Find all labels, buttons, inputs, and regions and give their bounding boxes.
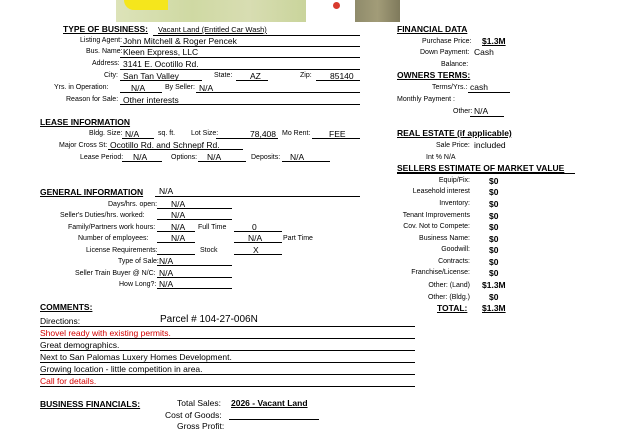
estimate-total-value: $1.3M [482, 303, 506, 313]
address-label: Address: [92, 60, 120, 67]
full-time-value: 0 [252, 222, 257, 232]
sale-price-value: included [474, 140, 506, 150]
divider [157, 219, 232, 220]
state-label: State: [214, 72, 233, 79]
estimate-row-label: Contracts: [438, 258, 470, 265]
full-time-label: Full Time [198, 224, 227, 231]
owners-other-value: N/A [474, 106, 489, 116]
major-cross-label: Major Cross St: [59, 142, 108, 149]
estimate-row-label: Other: (Bldg.) [427, 294, 470, 301]
divider [198, 161, 246, 162]
city-value: San Tan Valley [123, 71, 179, 81]
stock-label: Stock [200, 247, 218, 254]
divider [282, 161, 330, 162]
estimate-row-label: Business Name: [419, 235, 470, 242]
city-label: City: [104, 72, 118, 79]
divider [312, 138, 360, 139]
financial-data-title: FINANCIAL DATA [397, 24, 468, 34]
divider [120, 80, 202, 81]
estimate-row-value: $0 [489, 245, 499, 255]
map-highlight-overlay [124, 0, 168, 10]
seller-train-value: N/A [159, 268, 174, 278]
real-estate-title: REAL ESTATE (if applicable) [397, 128, 512, 138]
terms-years-label: Terms/Yrs.: [432, 84, 468, 91]
divider [40, 362, 415, 363]
seller-train-label: Seller Train Buyer @ N/C: [75, 270, 156, 277]
down-payment-label: Down Payment: [420, 49, 470, 56]
terms-years-value: cash [470, 82, 488, 92]
estimate-row-value: $0 [489, 234, 499, 244]
comment-line: Next to San Palomas Luxery Homes Development. [40, 352, 232, 362]
major-cross-value: Ocotillo Rd. and Schnepf Rd. [110, 140, 220, 150]
listing-agent-label: Listing Agent: [80, 37, 123, 44]
type-of-business-label: TYPE OF BUSINESS: [63, 24, 149, 34]
divider [229, 419, 319, 420]
family-partners-label: Family/Partners work hours: [68, 224, 156, 231]
how-long-label: How Long?: [119, 281, 157, 288]
years-operation-value: N/A [131, 83, 146, 93]
mo-rent-label: Mo Rent: [282, 130, 311, 137]
estimate-row-value: $0 [489, 222, 499, 232]
bldg-size-value: N/A [125, 129, 140, 139]
bus-name-label: Bus. Name: [86, 48, 123, 55]
estimate-row-label: Franchise/License: [411, 269, 470, 276]
estimate-row-label: Tenant Improvements [402, 212, 470, 219]
estimate-row-value: $0 [489, 268, 499, 278]
state-value: AZ [250, 71, 261, 81]
divider [234, 254, 282, 255]
part-time-label: Part Time [283, 235, 313, 242]
address-value: 3141 E. Ocotillo Rd. [123, 59, 199, 69]
seller-duties-label: Seller's Duties/hrs. worked: [60, 212, 145, 219]
years-operation-label: Yrs. in Operation: [54, 84, 109, 91]
deposits-value: N/A [290, 152, 305, 162]
days-open-value: N/A [171, 199, 186, 209]
balance-label: Balance: [441, 61, 469, 68]
estimate-row-value: $0 [489, 211, 499, 221]
purchase-price-label: Purchase Price: [422, 38, 472, 45]
total-sales-label: Total Sales: [177, 398, 221, 408]
divider [157, 231, 195, 232]
divider [40, 386, 415, 387]
comment-line: Call for details. [40, 376, 97, 386]
divider [470, 116, 504, 117]
number-employees-label: Number of employees: [78, 235, 149, 242]
type-of-business-value: Vacant Land (Entitled Car Wash) [158, 25, 267, 34]
total-sales-value: 2026 - Vacant Land [231, 398, 308, 408]
lot-size-label: Lot Size: [191, 130, 219, 137]
purchase-price-value: $1.3M [482, 36, 506, 46]
estimate-row-value: $0 [489, 176, 499, 186]
seller-duties-value: N/A [171, 210, 186, 220]
sellers-estimate-title: SELLERS ESTIMATE OF MARKET VALUE [397, 163, 565, 173]
divider [155, 196, 360, 197]
comment-line: Great demographics. [40, 340, 120, 350]
monthly-payment-label: Monthly Payment : [397, 96, 455, 103]
license-requirements-label: License Requirements: [86, 247, 158, 254]
interest-label: Int % N/A [426, 154, 456, 161]
divider [108, 149, 243, 150]
lease-information-title: LEASE INFORMATION [40, 117, 131, 127]
days-open-label: Days/hrs. open: [108, 201, 158, 208]
business-financials-title: BUSINESS FINANCIALS: [40, 399, 141, 409]
divider [40, 350, 415, 351]
divider [40, 326, 415, 327]
divider [157, 265, 232, 266]
estimate-row-label: Other: (Land) [428, 282, 470, 289]
part-time-value: N/A [248, 233, 263, 243]
divider [120, 69, 360, 70]
divider [120, 57, 360, 58]
sale-price-label: Sale Price: [436, 142, 470, 149]
divider [122, 138, 154, 139]
estimate-row-label: Cov. Not to Compete: [403, 223, 470, 230]
divider [40, 374, 415, 375]
divider [120, 92, 162, 93]
estimate-total-label: TOTAL: [437, 303, 468, 313]
how-long-value: N/A [159, 279, 174, 289]
estimate-row-value: $0 [489, 257, 499, 267]
reason-for-sale-value: Other interests [123, 95, 179, 105]
divider [157, 242, 195, 243]
divider [468, 92, 510, 93]
divider [316, 80, 360, 81]
bus-name-value: Kleen Express, LLC [123, 47, 199, 57]
general-information-value: N/A [159, 186, 174, 196]
divider [120, 104, 360, 105]
divider [234, 231, 282, 232]
directions-label: Directions: [40, 316, 81, 326]
parcel-number: Parcel # 104-27-006N [160, 314, 258, 325]
divider [122, 161, 162, 162]
divider [157, 288, 232, 289]
owners-terms-title: OWNERS TERMS: [397, 70, 471, 80]
reason-for-sale-label: Reason for Sale: [66, 96, 119, 103]
bldg-size-label: Bldg. Size: [89, 130, 123, 137]
by-seller-value: N/A [199, 83, 214, 93]
divider [236, 80, 268, 81]
zip-value: 85140 [330, 71, 354, 81]
divider [234, 242, 282, 243]
type-of-sale-value: N/A [159, 256, 174, 266]
mo-rent-value: FEE [329, 129, 346, 139]
estimate-row-value: $0 [489, 187, 499, 197]
by-seller-label: By Seller: [165, 84, 195, 91]
number-employees-value: N/A [171, 233, 186, 243]
estimate-row-label: Goodwill: [441, 246, 470, 253]
lease-period-label: Lease Period: [80, 154, 124, 161]
estimate-row-label: Equip/Fix: [438, 177, 470, 184]
lease-period-value: N/A [133, 152, 148, 162]
general-information-title: GENERAL INFORMATION [40, 187, 144, 197]
type-of-sale-label: Type of Sale: [118, 258, 159, 265]
estimate-row-label: Inventory: [439, 200, 470, 207]
options-value: N/A [207, 152, 222, 162]
down-payment-value: Cash [474, 47, 494, 57]
cost-of-goods-label: Cost of Goods: [165, 410, 222, 420]
owners-other-label: Other: [453, 108, 473, 115]
divider [397, 173, 575, 174]
estimate-row-label: Leasehold interest [412, 188, 470, 195]
lot-size-value: 78,408 [250, 129, 276, 139]
divider [196, 92, 360, 93]
estimate-row-value: $1.3M [482, 280, 506, 290]
estimate-row-value: $0 [489, 199, 499, 209]
gross-profit-label: Gross Profit: [177, 421, 225, 431]
sqft-label: sq. ft. [158, 130, 176, 137]
map-pin-icon [333, 2, 340, 9]
comment-line: Shovel ready with existing permits. [40, 328, 171, 338]
listing-agent-value: John Mitchell & Roger Pencek [123, 36, 237, 46]
divider [157, 208, 232, 209]
options-label: Options: [171, 154, 198, 161]
divider [157, 254, 195, 255]
deposits-label: Deposits: [251, 154, 281, 161]
divider [40, 338, 415, 339]
family-partners-value: N/A [171, 222, 186, 232]
estimate-row-value: $0 [489, 292, 499, 302]
right-satellite-map-strip [355, 0, 400, 22]
comments-title: COMMENTS: [40, 302, 93, 312]
zip-label: Zip: [300, 72, 312, 79]
divider [216, 138, 278, 139]
comment-line: Growing location - little competition in area. [40, 364, 203, 374]
divider [157, 277, 232, 278]
stock-value: X [253, 245, 259, 255]
